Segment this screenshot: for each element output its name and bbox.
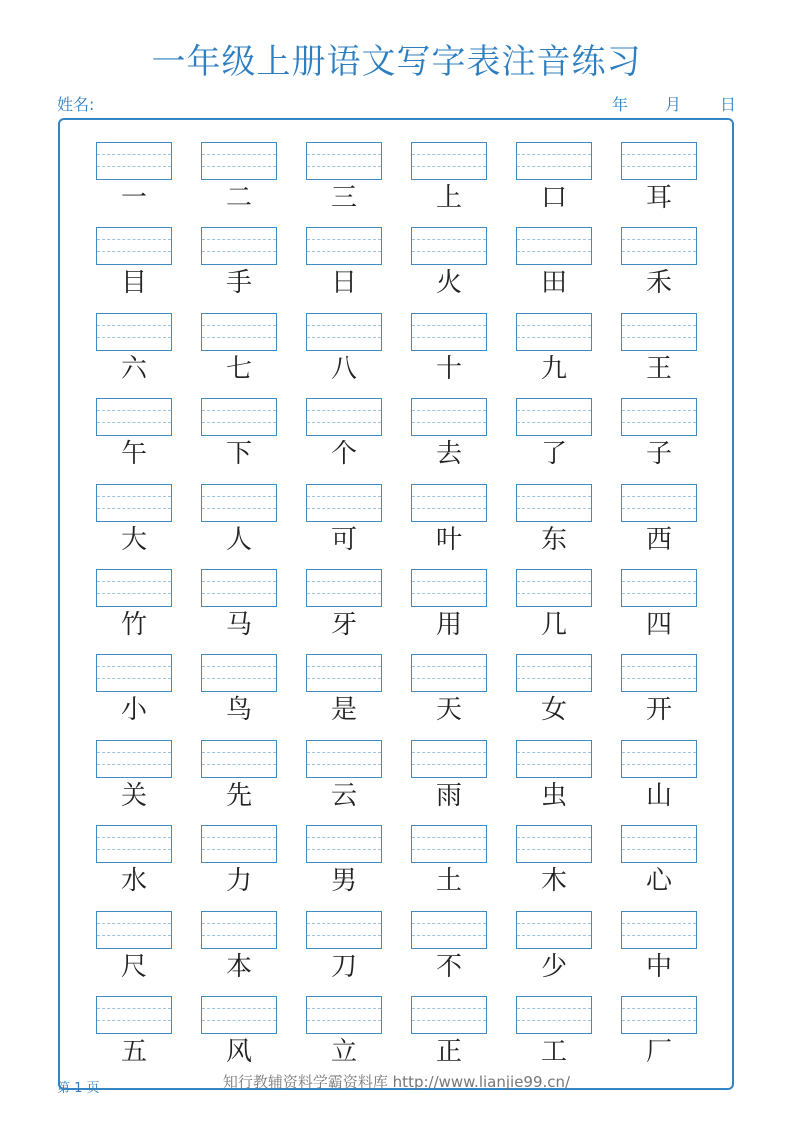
guide-line — [412, 752, 486, 753]
guide-line — [622, 666, 696, 667]
pinyin-writing-box[interactable] — [306, 227, 382, 265]
guide-line — [517, 764, 591, 765]
pinyin-writing-box[interactable] — [516, 996, 592, 1034]
hanzi-character: 可 — [330, 524, 357, 555]
hanzi-character: 西 — [645, 524, 672, 555]
hanzi-character: 开 — [645, 695, 672, 726]
pinyin-writing-box[interactable] — [306, 911, 382, 949]
guide-line — [97, 166, 171, 167]
guide-line — [307, 251, 381, 252]
guide-line — [307, 923, 381, 924]
guide-line — [412, 923, 486, 924]
guide-line — [412, 239, 486, 240]
guide-line — [517, 154, 591, 155]
guide-line — [622, 678, 696, 679]
pinyin-writing-box[interactable] — [201, 227, 277, 265]
guide-line — [622, 923, 696, 924]
hanzi-character: 用 — [435, 610, 462, 640]
pinyin-writing-box[interactable] — [411, 484, 487, 522]
pinyin-writing-box[interactable] — [516, 569, 592, 607]
pinyin-writing-box[interactable] — [411, 398, 487, 436]
guide-line — [412, 1020, 486, 1021]
hanzi-character: 四 — [645, 610, 672, 640]
hanzi-character: 口 — [540, 183, 567, 213]
hanzi-character: 七 — [225, 353, 252, 384]
hanzi-character: 一 — [120, 183, 147, 213]
pinyin-writing-box[interactable] — [306, 142, 382, 180]
guide-line — [97, 935, 171, 936]
pinyin-writing-box[interactable] — [621, 825, 697, 863]
guide-line — [202, 154, 276, 155]
hanzi-character: 王 — [645, 353, 672, 384]
hanzi-character: 木 — [540, 866, 567, 897]
guide-line — [202, 1008, 276, 1009]
hanzi-character: 不 — [435, 951, 462, 982]
hanzi-character: 是 — [330, 695, 357, 726]
hanzi-character: 小 — [120, 695, 147, 726]
guide-line — [307, 581, 381, 582]
guide-line — [622, 410, 696, 411]
hanzi-character: 女 — [540, 695, 567, 726]
pinyin-writing-box[interactable] — [306, 996, 382, 1034]
guide-line — [97, 837, 171, 838]
hanzi-character: 力 — [225, 866, 252, 897]
hanzi-character: 八 — [330, 353, 357, 384]
hanzi-character: 工 — [540, 1037, 567, 1067]
pinyin-writing-box[interactable] — [201, 911, 277, 949]
guide-line — [307, 337, 381, 338]
guide-line — [202, 764, 276, 765]
pinyin-writing-box[interactable] — [201, 654, 277, 692]
guide-line — [622, 239, 696, 240]
guide-line — [412, 154, 486, 155]
guide-line — [412, 1008, 486, 1009]
pinyin-writing-box[interactable] — [306, 654, 382, 692]
guide-line — [97, 239, 171, 240]
pinyin-writing-box[interactable] — [516, 142, 592, 180]
pinyin-writing-box[interactable] — [621, 996, 697, 1034]
pinyin-writing-box[interactable] — [96, 227, 172, 265]
pinyin-writing-box[interactable] — [411, 740, 487, 778]
guide-line — [97, 496, 171, 497]
date-month-label: 月 — [665, 95, 682, 114]
guide-line — [97, 923, 171, 924]
guide-line — [622, 1008, 696, 1009]
hanzi-character: 三 — [330, 183, 357, 213]
pinyin-writing-box[interactable] — [96, 825, 172, 863]
guide-line — [412, 935, 486, 936]
guide-line — [202, 496, 276, 497]
guide-line — [412, 496, 486, 497]
guide-line — [307, 849, 381, 850]
guide-line — [412, 849, 486, 850]
guide-line — [307, 325, 381, 326]
pinyin-writing-box[interactable] — [516, 227, 592, 265]
guide-line — [202, 837, 276, 838]
guide-line — [307, 837, 381, 838]
hanzi-character: 本 — [225, 951, 252, 982]
pinyin-writing-box[interactable] — [201, 996, 277, 1034]
guide-line — [307, 764, 381, 765]
hanzi-character: 土 — [435, 866, 462, 897]
date-year-label: 年 — [612, 95, 629, 114]
pinyin-writing-box[interactable] — [621, 911, 697, 949]
guide-line — [412, 422, 486, 423]
pinyin-writing-box[interactable] — [96, 911, 172, 949]
hanzi-character: 田 — [540, 268, 567, 299]
hanzi-character: 鸟 — [225, 695, 252, 726]
guide-line — [202, 325, 276, 326]
guide-line — [202, 581, 276, 582]
guide-line — [412, 666, 486, 667]
guide-line — [517, 923, 591, 924]
guide-line — [97, 1020, 171, 1021]
hanzi-character: 二 — [225, 183, 252, 213]
guide-line — [307, 239, 381, 240]
guide-line — [622, 764, 696, 765]
guide-line — [307, 935, 381, 936]
pinyin-writing-box[interactable] — [411, 825, 487, 863]
guide-line — [517, 410, 591, 411]
guide-line — [97, 325, 171, 326]
guide-line — [622, 422, 696, 423]
guide-line — [517, 508, 591, 509]
guide-line — [622, 752, 696, 753]
guide-line — [622, 593, 696, 594]
pinyin-writing-box[interactable] — [621, 569, 697, 607]
pinyin-writing-box[interactable] — [516, 825, 592, 863]
hanzi-character: 雨 — [435, 780, 462, 811]
pinyin-writing-box[interactable] — [96, 569, 172, 607]
pinyin-writing-box[interactable] — [516, 911, 592, 949]
pinyin-writing-box[interactable] — [621, 313, 697, 351]
guide-line — [622, 581, 696, 582]
hanzi-character: 了 — [540, 439, 567, 470]
guide-line — [517, 752, 591, 753]
hanzi-character: 尺 — [120, 951, 147, 982]
guide-line — [97, 337, 171, 338]
hanzi-character: 六 — [120, 353, 147, 384]
guide-line — [517, 496, 591, 497]
guide-line — [97, 666, 171, 667]
pinyin-writing-box[interactable] — [621, 740, 697, 778]
guide-line — [517, 251, 591, 252]
guide-line — [622, 849, 696, 850]
guide-line — [622, 837, 696, 838]
guide-line — [517, 1020, 591, 1021]
name-label: 姓名: — [57, 95, 95, 114]
guide-line — [202, 239, 276, 240]
hanzi-character: 去 — [435, 439, 462, 470]
hanzi-character: 午 — [120, 439, 147, 470]
guide-line — [202, 251, 276, 252]
hanzi-character: 火 — [435, 268, 462, 299]
hanzi-character: 关 — [120, 780, 147, 811]
guide-line — [307, 410, 381, 411]
guide-line — [622, 935, 696, 936]
guide-line — [97, 410, 171, 411]
guide-line — [97, 154, 171, 155]
guide-line — [202, 678, 276, 679]
guide-line — [202, 166, 276, 167]
guide-line — [307, 508, 381, 509]
pinyin-writing-box[interactable] — [306, 825, 382, 863]
guide-line — [412, 508, 486, 509]
hanzi-character: 叶 — [435, 524, 462, 555]
pinyin-writing-box[interactable] — [411, 569, 487, 607]
pinyin-writing-box[interactable] — [621, 654, 697, 692]
hanzi-character: 耳 — [645, 183, 672, 213]
guide-line — [307, 166, 381, 167]
guide-line — [202, 593, 276, 594]
hanzi-character: 日 — [330, 268, 357, 299]
date-day-label: 日 — [720, 95, 737, 114]
guide-line — [307, 496, 381, 497]
guide-line — [517, 239, 591, 240]
guide-line — [97, 752, 171, 753]
hanzi-character: 先 — [225, 780, 252, 811]
guide-line — [517, 581, 591, 582]
guide-line — [622, 1020, 696, 1021]
guide-line — [97, 508, 171, 509]
pinyin-writing-box[interactable] — [411, 996, 487, 1034]
pinyin-writing-box[interactable] — [201, 142, 277, 180]
guide-line — [412, 325, 486, 326]
guide-line — [307, 154, 381, 155]
pinyin-writing-box[interactable] — [201, 569, 277, 607]
hanzi-character: 风 — [225, 1037, 252, 1067]
pinyin-writing-box[interactable] — [96, 654, 172, 692]
hanzi-character: 五 — [120, 1037, 147, 1067]
pinyin-writing-box[interactable] — [201, 825, 277, 863]
guide-line — [202, 935, 276, 936]
guide-line — [307, 752, 381, 753]
guide-line — [307, 678, 381, 679]
guide-line — [622, 325, 696, 326]
guide-line — [622, 337, 696, 338]
hanzi-character: 手 — [225, 268, 252, 299]
hanzi-character: 子 — [645, 439, 672, 470]
guide-line — [307, 1008, 381, 1009]
pinyin-writing-box[interactable] — [306, 313, 382, 351]
guide-line — [412, 593, 486, 594]
guide-line — [97, 593, 171, 594]
page-number: 第 1 页 — [57, 1081, 100, 1096]
pinyin-writing-box[interactable] — [201, 484, 277, 522]
pinyin-writing-box[interactable] — [201, 313, 277, 351]
guide-line — [97, 764, 171, 765]
guide-line — [202, 923, 276, 924]
pinyin-writing-box[interactable] — [411, 142, 487, 180]
guide-line — [622, 508, 696, 509]
pinyin-writing-box[interactable] — [96, 996, 172, 1034]
hanzi-character: 厂 — [645, 1037, 672, 1067]
guide-line — [622, 251, 696, 252]
guide-line — [622, 154, 696, 155]
hanzi-character: 马 — [225, 610, 252, 640]
pinyin-writing-box[interactable] — [306, 569, 382, 607]
guide-line — [412, 581, 486, 582]
guide-line — [97, 251, 171, 252]
pinyin-writing-box[interactable] — [411, 654, 487, 692]
guide-line — [412, 410, 486, 411]
page-title: 一年级上册语文写字表注音练习 — [151, 42, 642, 82]
guide-line — [412, 251, 486, 252]
guide-line — [202, 410, 276, 411]
hanzi-character: 九 — [540, 353, 567, 384]
guide-line — [97, 1008, 171, 1009]
guide-line — [307, 666, 381, 667]
guide-line — [517, 1008, 591, 1009]
guide-line — [622, 166, 696, 167]
hanzi-character: 水 — [120, 866, 147, 897]
pinyin-writing-box[interactable] — [411, 911, 487, 949]
guide-line — [517, 337, 591, 338]
hanzi-character: 正 — [435, 1037, 462, 1067]
pinyin-writing-box[interactable] — [621, 398, 697, 436]
guide-line — [412, 764, 486, 765]
guide-line — [202, 752, 276, 753]
pinyin-writing-box[interactable] — [96, 398, 172, 436]
hanzi-character: 大 — [120, 524, 147, 555]
hanzi-character: 立 — [330, 1037, 357, 1067]
hanzi-character: 目 — [120, 268, 147, 299]
guide-line — [517, 593, 591, 594]
guide-line — [202, 337, 276, 338]
hanzi-character: 人 — [225, 524, 252, 555]
guide-line — [307, 1020, 381, 1021]
pinyin-writing-box[interactable] — [411, 313, 487, 351]
pinyin-writing-box[interactable] — [516, 654, 592, 692]
hanzi-character: 上 — [435, 183, 462, 213]
guide-line — [307, 422, 381, 423]
pinyin-writing-box[interactable] — [621, 484, 697, 522]
footer-source: 知行教辅资料学霸资料库 http://www.lianjie99.cn/ — [222, 1073, 571, 1091]
guide-line — [622, 496, 696, 497]
guide-line — [202, 666, 276, 667]
pinyin-writing-box[interactable] — [96, 142, 172, 180]
hanzi-character: 牙 — [330, 610, 357, 640]
hanzi-character: 几 — [540, 610, 567, 640]
hanzi-character: 天 — [435, 695, 462, 726]
hanzi-character: 禾 — [645, 268, 672, 299]
guide-line — [97, 422, 171, 423]
hanzi-character: 虫 — [540, 780, 567, 811]
hanzi-character: 刀 — [330, 951, 357, 982]
pinyin-writing-box[interactable] — [306, 398, 382, 436]
pinyin-writing-box[interactable] — [516, 398, 592, 436]
hanzi-character: 山 — [645, 780, 672, 811]
pinyin-writing-box[interactable] — [516, 313, 592, 351]
pinyin-writing-box[interactable] — [201, 398, 277, 436]
hanzi-character: 男 — [330, 866, 357, 897]
pinyin-writing-box[interactable] — [621, 227, 697, 265]
guide-line — [202, 422, 276, 423]
pinyin-writing-box[interactable] — [96, 740, 172, 778]
hanzi-character: 心 — [645, 866, 672, 897]
guide-line — [202, 849, 276, 850]
pinyin-writing-box[interactable] — [516, 740, 592, 778]
guide-line — [412, 337, 486, 338]
hanzi-character: 少 — [540, 951, 567, 982]
pinyin-writing-box[interactable] — [411, 227, 487, 265]
pinyin-writing-box[interactable] — [201, 740, 277, 778]
guide-line — [202, 1020, 276, 1021]
pinyin-writing-box[interactable] — [96, 484, 172, 522]
hanzi-character: 十 — [435, 353, 462, 384]
guide-line — [517, 678, 591, 679]
guide-line — [517, 422, 591, 423]
guide-line — [307, 593, 381, 594]
guide-line — [412, 166, 486, 167]
hanzi-character: 个 — [330, 439, 357, 470]
hanzi-character: 下 — [225, 439, 252, 470]
pinyin-writing-box[interactable] — [96, 313, 172, 351]
hanzi-character: 东 — [540, 524, 567, 555]
pinyin-writing-box[interactable] — [621, 142, 697, 180]
guide-line — [517, 935, 591, 936]
pinyin-writing-box[interactable] — [516, 484, 592, 522]
guide-line — [412, 837, 486, 838]
guide-line — [517, 666, 591, 667]
guide-line — [517, 325, 591, 326]
guide-line — [517, 849, 591, 850]
guide-line — [517, 837, 591, 838]
guide-line — [517, 166, 591, 167]
guide-line — [97, 581, 171, 582]
pinyin-writing-box[interactable] — [306, 740, 382, 778]
hanzi-character: 竹 — [120, 610, 147, 640]
guide-line — [412, 678, 486, 679]
pinyin-writing-box[interactable] — [306, 484, 382, 522]
hanzi-character: 中 — [645, 951, 672, 982]
guide-line — [97, 849, 171, 850]
hanzi-character: 云 — [330, 780, 357, 811]
guide-line — [202, 508, 276, 509]
guide-line — [97, 678, 171, 679]
